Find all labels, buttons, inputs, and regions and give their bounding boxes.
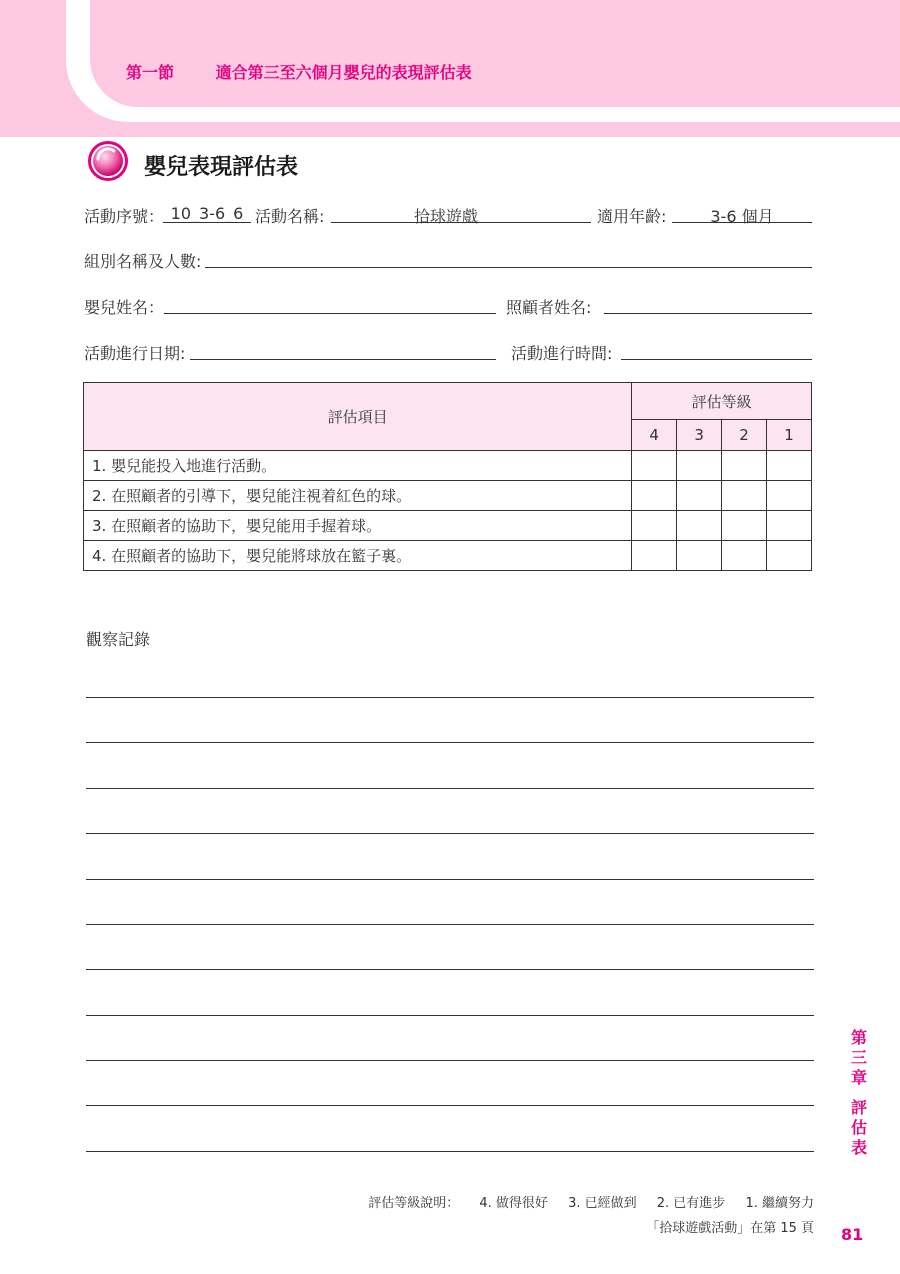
grade-cell[interactable] (677, 451, 722, 481)
grade-header: 評估等級 (632, 383, 812, 420)
activity-name-label: 活動名稱: (255, 207, 325, 226)
observation-line[interactable] (86, 1151, 814, 1152)
observation-line[interactable] (86, 742, 814, 743)
carer-name-label: 照顧者姓名: (506, 298, 592, 317)
activity-number-label: 活動序號： (84, 207, 165, 226)
chapter-side-label: 第三章 (850, 1028, 867, 1087)
observation-line[interactable] (86, 1105, 814, 1106)
observation-line[interactable] (86, 924, 814, 925)
legend-grade-2: 2. 已有進步 (656, 1196, 726, 1211)
observation-line[interactable] (86, 879, 814, 880)
activity-name-line (331, 222, 591, 223)
grade-legend (368, 1192, 814, 1211)
item-header: 評估項目 (84, 383, 632, 451)
page-number: 81 (841, 1225, 864, 1244)
observation-line[interactable] (86, 969, 814, 970)
table-row (84, 451, 812, 481)
legend-grade-1: 1. 繼續努力 (745, 1196, 814, 1211)
grade-1-header: 1 (767, 420, 812, 451)
table-row (84, 481, 812, 511)
section-title (126, 60, 472, 83)
grade-cell[interactable] (767, 511, 812, 541)
activity-number-line (163, 222, 251, 223)
date-label: 活動進行日期: (84, 344, 186, 363)
grade-cell[interactable] (767, 541, 812, 571)
grade-cell[interactable] (722, 541, 767, 571)
observation-title: 觀察記錄 (86, 630, 151, 649)
activity-number-value: 10_3-6_6 (170, 204, 244, 223)
activity-name-value: 拾球遊戲 (413, 207, 478, 226)
item-text: 2. 在照顧者的引導下，嬰兒能注視着紅色的球。 (84, 481, 632, 511)
header-panel (90, 0, 900, 107)
item-text: 3. 在照顧者的協助下，嬰兒能用手握着球。 (84, 511, 632, 541)
grade-cell[interactable] (722, 481, 767, 511)
document-title: 嬰兒表現評估表 (144, 155, 299, 180)
grade-cell[interactable] (677, 541, 722, 571)
item-text: 4. 在照顧者的協助下，嬰兒能將球放在籃子裏。 (84, 541, 632, 571)
group-line[interactable] (205, 267, 812, 268)
grade-cell[interactable] (722, 451, 767, 481)
grade-4-header: 4 (632, 420, 677, 451)
date-line[interactable] (190, 359, 496, 360)
bullet-badge-icon (86, 139, 130, 183)
legend-label: 評估等級說明： (368, 1196, 460, 1211)
grade-cell[interactable] (632, 451, 677, 481)
evaluation-table (83, 382, 812, 571)
time-label: 活動進行時間: (511, 344, 613, 363)
age-value: 3-6 個月 (710, 207, 774, 226)
table-row (84, 541, 812, 571)
grade-cell[interactable] (632, 511, 677, 541)
observation-line[interactable] (86, 1060, 814, 1061)
grade-cell[interactable] (767, 481, 812, 511)
chapter-name-side-label: 評估表 (850, 1098, 867, 1157)
group-label: 組別名稱及人數: (84, 252, 202, 271)
age-line (672, 222, 812, 223)
grade-3-header: 3 (677, 420, 722, 451)
grade-2-header: 2 (722, 420, 767, 451)
grade-cell[interactable] (677, 511, 722, 541)
observation-line[interactable] (86, 833, 814, 834)
section-number: 第一節 (126, 63, 175, 82)
observation-line[interactable] (86, 1015, 814, 1016)
legend-grade-3: 3. 已經做到 (568, 1196, 637, 1211)
observation-line[interactable] (86, 697, 814, 698)
observation-line[interactable] (86, 788, 814, 789)
age-label: 適用年齡: (597, 207, 667, 226)
item-text: 1. 嬰兒能投入地進行活動。 (84, 451, 632, 481)
section-heading: 適合第三至六個月嬰兒的表現評估表 (215, 63, 472, 82)
grade-cell[interactable] (722, 511, 767, 541)
legend-grade-4: 4. 做得很好 (479, 1196, 548, 1211)
page-reference: 「拾球遊戲活動」在第 15 頁 (646, 1221, 814, 1236)
baby-name-label: 嬰兒姓名： (84, 298, 165, 317)
grade-cell[interactable] (767, 451, 812, 481)
time-line[interactable] (621, 359, 812, 360)
grade-cell[interactable] (677, 481, 722, 511)
grade-cell[interactable] (632, 481, 677, 511)
grade-cell[interactable] (632, 541, 677, 571)
table-row (84, 511, 812, 541)
carer-name-line[interactable] (604, 313, 812, 314)
baby-name-line[interactable] (164, 313, 496, 314)
